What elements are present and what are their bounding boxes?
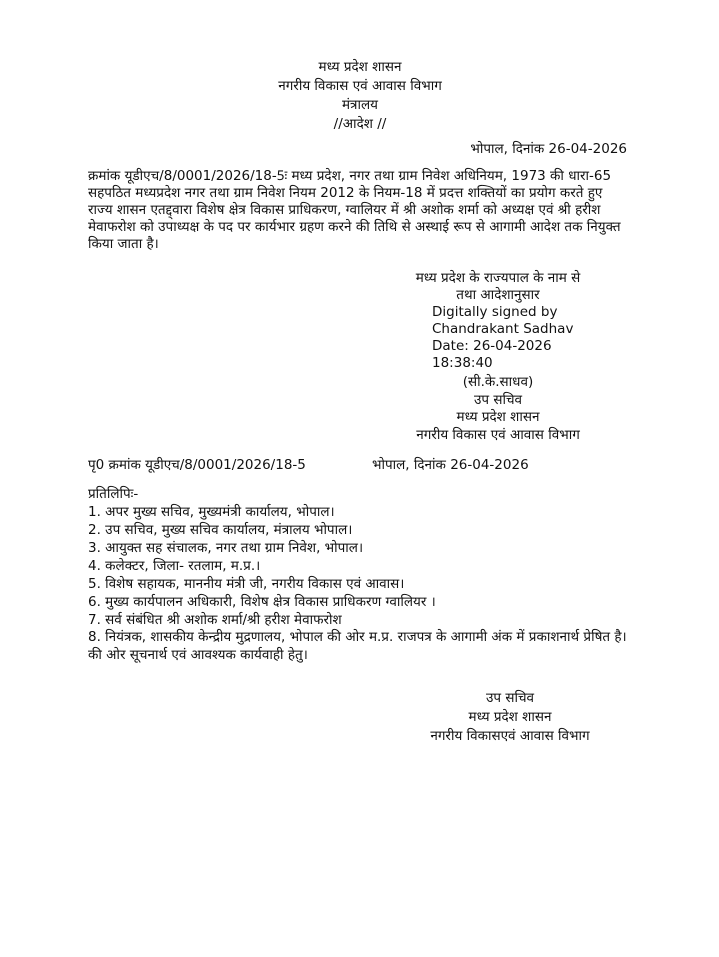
list-item: 5. विशेष सहायक, माननीय मंत्री जी, नगरीय विकास एवं आवास। bbox=[88, 576, 405, 592]
copy-reference-number: पृ0 क्रमांक यूडीएच/8/0001/2026/18-5 bbox=[88, 457, 306, 473]
list-item: 6. मुख्य कार्यपालन अधिकारी, विशेष क्षेत्र विकास प्राधिकरण ग्वालियर । bbox=[88, 594, 436, 610]
government-name: मध्य प्रदेश शासन bbox=[318, 59, 402, 75]
footer-government: मध्य प्रदेश शासन bbox=[468, 709, 552, 725]
copy-reference-date: भोपाल, दिनांक 26-04-2026 bbox=[372, 457, 529, 473]
digital-signature-line-1: Digitally signed by bbox=[432, 304, 558, 320]
list-item: 8. नियंत्रक, शासकीय केन्द्रीय मुद्रणालय, भोपाल की ओर म.प्र. राजपत्र के आगामी अंक में प्रकाशनार्थ प्रेषित है। bbox=[88, 629, 627, 645]
order-body-text: क्रमांक यूडीएच/8/0001/2026/18-5ः मध्य प्रदेश, नगर तथा ग्राम निवेश अधिनियम, 1973 की धारा-65 सहपठित मध्यप्रदेश नगर तथा ग्राम निवेश नियम 2012 के नियम-18 में प्रदत्त शक्तियों का प्रयोग करते हुए राज्य शासन एतद्द्वारा विशेष क्षेत्र विकास प्राधिकरण, ग्वालियर में श्री अशोक शर्मा को अध्यक्ष एवं श्री हरीश मेवाफरोश को उपाध्यक्ष के पद पर कार्यभार ग्रहण करने की तिथि से अस्थाई रूप से आगामी आदेश तक नियुक्त किया जाता है। bbox=[88, 168, 621, 252]
signer-name: (सी.के.साधव) bbox=[462, 374, 534, 390]
footer-signature-block bbox=[400, 689, 620, 746]
footer-department: नगरीय विकासएवं आवास विभाग bbox=[430, 728, 590, 744]
order-date: भोपाल, दिनांक 26-04-2026 bbox=[470, 141, 627, 157]
order-title: //आदेश // bbox=[333, 116, 387, 132]
digital-signature bbox=[432, 304, 573, 372]
signer-government: मध्य प्रदेश शासन bbox=[456, 409, 540, 425]
list-item: 3. आयुक्त सह संचालक, नगर तथा ग्राम निवेश, भोपाल। bbox=[88, 540, 364, 556]
copy-list-title: प्रतिलिपिः- bbox=[88, 486, 139, 502]
list-item: 1. अपर मुख्य सचिव, मुख्यमंत्री कार्यालय, भोपाल। bbox=[88, 504, 335, 520]
list-item: 7. सर्व संबंधित श्री अशोक शर्मा/श्री हरीश मेवाफरोश bbox=[88, 612, 342, 628]
copy-list bbox=[88, 485, 648, 664]
authority-line-1: मध्य प्रदेश के राज्यपाल के नाम से bbox=[415, 270, 581, 286]
digital-signature-time: 18:38:40 bbox=[432, 355, 493, 371]
ministry-name: मंत्रालय bbox=[341, 97, 378, 113]
list-item: 2. उप सचिव, मुख्य सचिव कार्यालय, मंत्रालय भोपाल। bbox=[88, 522, 353, 538]
signer-block bbox=[398, 374, 598, 444]
signer-designation: उप सचिव bbox=[473, 391, 523, 408]
authority-block bbox=[398, 270, 598, 304]
copy-list-closing: की ओर सूचनार्थ एवं आवश्यक कार्यवाही हेतु। bbox=[88, 647, 308, 663]
footer-designation: उप सचिव bbox=[485, 690, 535, 706]
department-name: नगरीय विकास एवं आवास विभाग bbox=[278, 78, 442, 94]
document-heading bbox=[230, 58, 490, 134]
digital-signature-date: Date: 26-04-2026 bbox=[432, 338, 552, 354]
authority-line-2: तथा आदेशानुसार bbox=[456, 287, 540, 303]
signer-department: नगरीय विकास एवं आवास विभाग bbox=[416, 426, 580, 443]
digital-signature-name: Chandrakant Sadhav bbox=[432, 321, 574, 337]
list-item: 4. कलेक्टर, जिला- रतलाम, म.प्र.। bbox=[88, 558, 261, 574]
